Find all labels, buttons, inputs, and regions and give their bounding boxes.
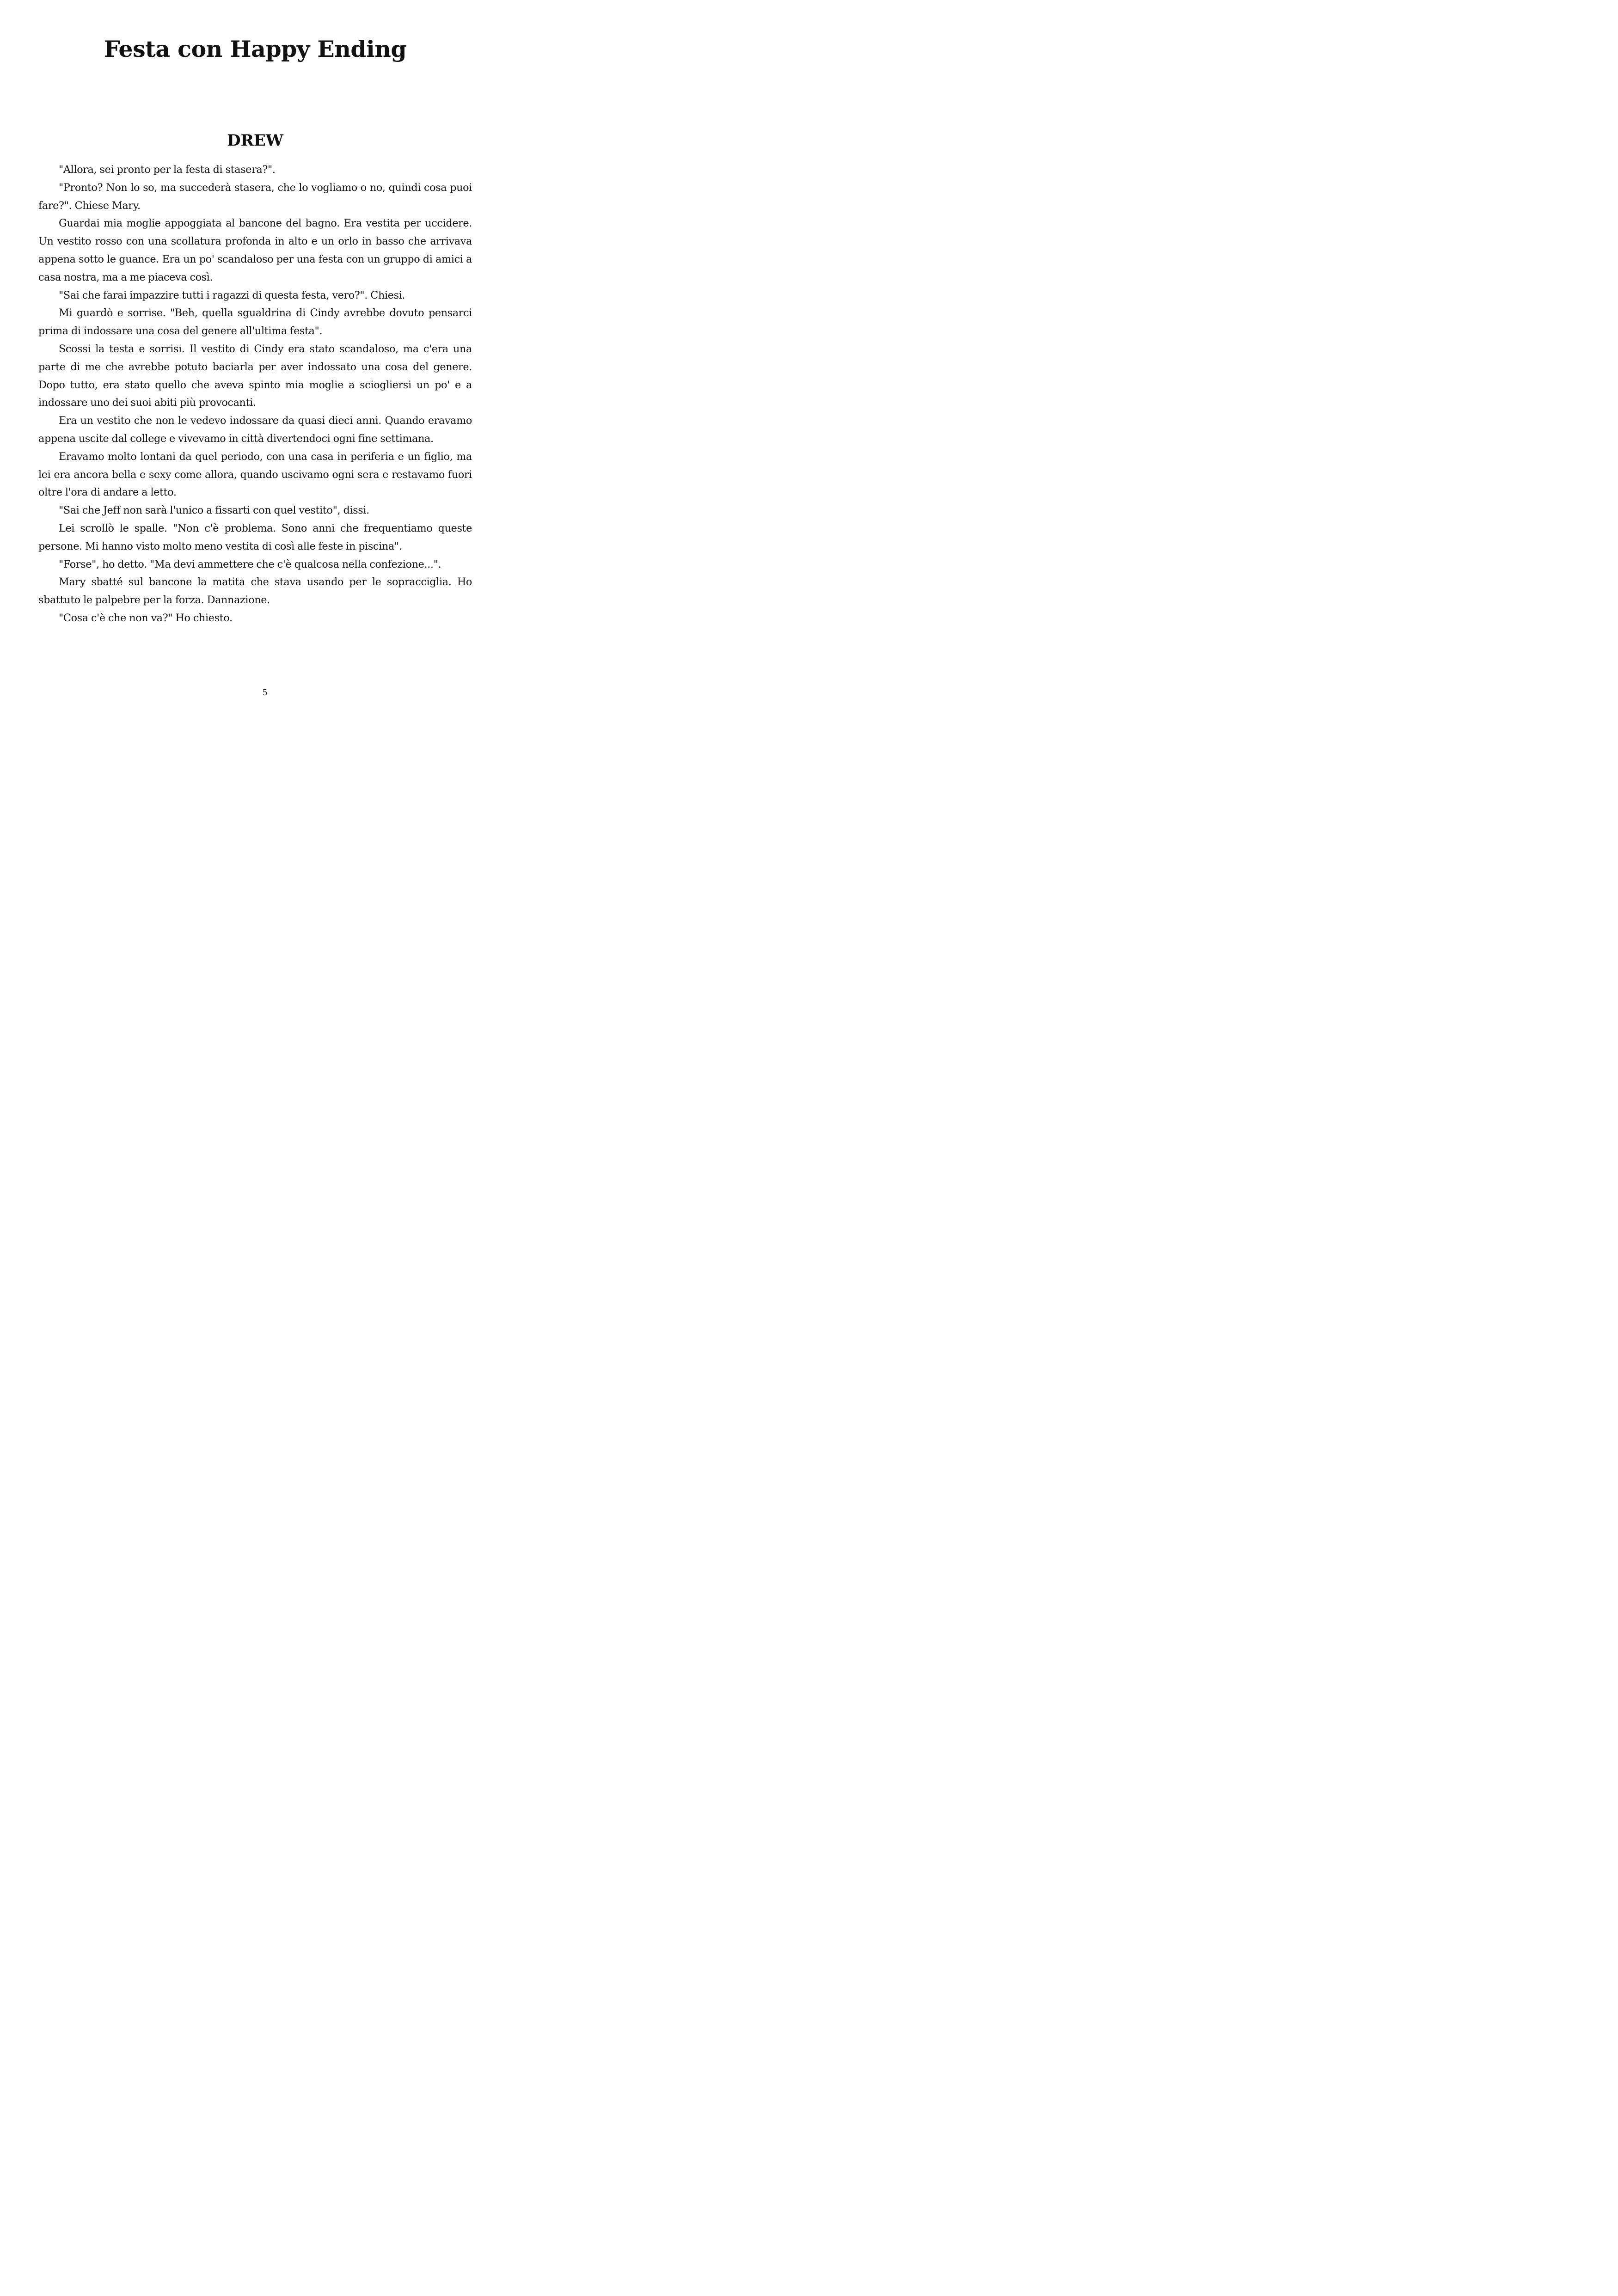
paragraph: Era un vestito che non le vedevo indossare da quasi dieci anni. Quando eravamo appena uscite dal college e vivevamo in città divertendoci ogni fine settimana.	[38, 415, 472, 445]
book-page	[0, 0, 510, 724]
paragraph: Lei scrollò le spalle. "Non c'è problema. Sono anni che frequentiamo queste persone. Mi hanno visto molto meno vestita di così alle feste in piscina".	[38, 522, 472, 552]
book-title: Festa con Happy Ending	[104, 36, 407, 62]
paragraph: Eravamo molto lontani da quel periodo, con una casa in periferia e un figlio, ma lei era ancora bella e sexy come allora, quando uscivamo ogni sera e restavamo fuori oltre l'ora di andare a letto.	[38, 450, 472, 499]
paragraph: Scossi la testa e sorrisi. Il vestito di Cindy era stato scandaloso, ma c'era una parte di me che avrebbe potuto baciarla per aver indossato una cosa del genere. Dopo tutto, era stato quello che aveva spinto mia moglie a sciogliersi un po' e a indossare uno dei suoi abiti più provocanti.	[38, 343, 472, 409]
paragraph: Guardai mia moglie appoggiata al bancone del bagno. Era vestita per uccidere. Un vestito rosso con una scollatura profonda in alto e un orlo in basso che arrivava appena sotto le guance. Era un po' scandaloso per una festa con un gruppo di amici a casa nostra, ma a me piaceva così.	[38, 217, 472, 283]
chapter-title: DREW	[227, 131, 283, 150]
paragraph: Mary sbatté sul bancone la matita che stava usando per le sopracciglia. Ho sbattuto le palpebre per la forza. Dannazione.	[38, 576, 472, 606]
paragraph: "Allora, sei pronto per la festa di stasera?".	[59, 164, 276, 176]
page-number: 5	[262, 688, 268, 698]
paragraph: "Sai che farai impazzire tutti i ragazzi di questa festa, vero?". Chiesi.	[59, 289, 405, 301]
paragraph: "Cosa c'è che non va?" Ho chiesto.	[59, 612, 233, 624]
paragraph: "Forse", ho detto. "Ma devi ammettere che c'è qualcosa nella confezione...".	[59, 558, 441, 570]
chapter-body	[38, 161, 472, 627]
paragraph: Mi guardò e sorrise. "Beh, quella sgualdrina di Cindy avrebbe dovuto pensarci prima di indossare una cosa del genere all'ultima festa".	[38, 307, 472, 337]
paragraph: "Sai che Jeff non sarà l'unico a fissarti con quel vestito", dissi.	[59, 504, 369, 517]
paragraph: "Pronto? Non lo so, ma succederà stasera, che lo vogliamo o no, quindi cosa puoi fare?". Chiese Mary.	[38, 181, 472, 212]
